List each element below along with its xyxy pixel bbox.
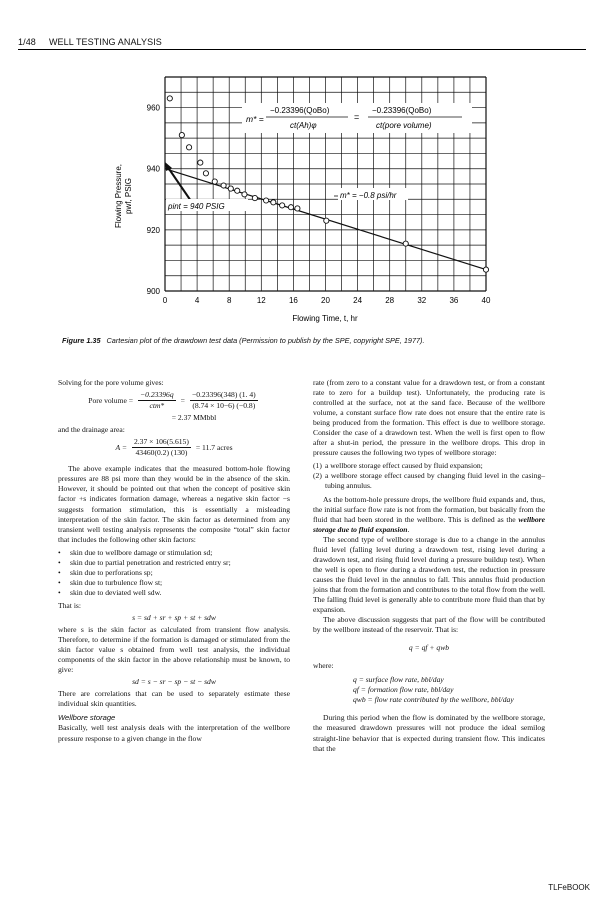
left-column [58, 378, 290, 744]
paragraph: Solving for the pore volume gives: [58, 378, 164, 387]
data-point [186, 145, 191, 150]
data-point [280, 203, 285, 208]
skin-factor-list [58, 548, 290, 598]
chapter-title: WELL TESTING ANALYSIS [48, 37, 162, 47]
data-point [235, 188, 240, 193]
paragraph: where: [313, 661, 334, 671]
paragraph: rate (from zero to a constant value for a drawdown test, or from a constant rate to zero for a buildup test). Unfortunately, the producing rate is controlled at the surface, not at the sand face. Because of the wellbore volume, a constant surface flow rate does not ensure that the entire rate is being produced from the formation. This effect is due to wellbore storage. Consider the case of a drawdown test. When the well is first open to flow after a shut-in period, the pressure in the wellbore drops. This drop in pressure causes the following two types of wellbore storage: [313, 378, 545, 458]
paragraph: There are correlations that can be used to separately estimate these individual skin quantities. [58, 689, 290, 709]
x-tick-label: 8 [226, 296, 232, 305]
x-axis-label: Flowing Time, t, hr [292, 314, 358, 323]
data-point [212, 179, 217, 184]
data-point [252, 195, 257, 200]
x-tick-label: 32 [417, 296, 427, 305]
flow-rate-equation: q = qf + qwb [408, 643, 450, 653]
pint-arrow [167, 166, 191, 201]
data-point [242, 192, 247, 197]
pore-volume-equation: Pore volume = $\frac{-0.23396q}{\text{ctm*}}$ = $\frac{-0.23396(348) (1. 4)}{(8.74 \times 10-6) (-0.8)}$ [88, 390, 256, 411]
data-point [203, 171, 208, 176]
drawdown-chart [0, 0, 604, 340]
data-point [324, 218, 329, 223]
definition: q = surface flow rate, bbl/day [353, 675, 444, 685]
slope-label: m* = −0.8 psi/hr [340, 191, 397, 200]
pint-label: pint = 940 PSIG [168, 202, 225, 211]
definitions [353, 675, 545, 705]
y-axis-label-line1: Flowing Pressure, [114, 163, 123, 229]
paragraph: The second type of wellbore storage is due to a change in the annulus fluid level (falling level during a drawdown test, rising level during a drawdown test, and rising fluid level during a pressure buildup test). When the well is open to flow during a drawdown test, the reduction in pressure causes the fluid level in the annulus to fall. This annulus fluid production joins that from the formation and contributes to the total flow from the well. The falling fluid level is generally able to contribute more fluid than that by expansion. [313, 534, 545, 615]
data-point [483, 267, 488, 272]
storage-type-list [313, 461, 545, 491]
list-item: • skin due to wellbore damage or stimulation sd; [58, 548, 290, 558]
figure-label: Figure 1.35 [62, 336, 101, 345]
m-star-lhs: m* = [246, 114, 264, 124]
skin-damage-equation: sd = s − sr − sp − st − sdw [132, 677, 216, 687]
m-star-den2: ct(pore volume) [376, 121, 432, 130]
footer-watermark: TLFeBOOK [548, 883, 590, 892]
paragraph: That is: [58, 600, 81, 610]
data-point [167, 96, 172, 101]
paragraph: During this period when the flow is dominated by the wellbore storage, the measured drawdown pressures will not produce the ideal semilog straight-line behavior that is expected during transient flow. This indicates that the [313, 713, 545, 753]
paragraph: where s is the skin factor as calculated from transient flow analysis. Therefore, to determine if the formation is damaged or stimulated from the skin factor value s obtained from well test analysis, the individual components of the skin factor in the above relationship must be known, to give: [58, 625, 290, 675]
x-tick-label: 20 [321, 296, 330, 305]
figure-caption-text: Cartesian plot of the drawdown test data (Permission to publish by the SPE, copyright SPE, 1977). [106, 336, 425, 345]
definition: qf = formation flow rate, bbl/day [353, 685, 454, 695]
m-star-num1: −0.23396(QoBo) [270, 106, 330, 115]
x-tick-label: 40 [481, 296, 491, 305]
data-point [198, 160, 203, 165]
skin-equation: s = sd + sr + sp + st + sdw [132, 612, 216, 622]
x-tick-label: 28 [385, 296, 395, 305]
x-tick-label: 24 [353, 296, 363, 305]
paragraph: and the drainage area: [58, 425, 125, 435]
list-item: • skin due to partial penetration and restricted entry sr; [58, 558, 290, 568]
y-tick-label: 900 [146, 287, 160, 296]
paragraph: Basically, well test analysis deals with the interpretation of the wellbore pressure response to a given change in the flow [58, 723, 290, 743]
data-point [288, 205, 293, 210]
x-tick-label: 36 [449, 296, 459, 305]
data-point [221, 183, 226, 188]
list-item: • skin due to perforations sp; [58, 568, 290, 578]
page-number: 1/48 [18, 37, 36, 47]
list-item: (1) a wellbore storage effect caused by fluid expansion; [313, 461, 483, 471]
y-axis-label-line2: pwf, PSIG [124, 177, 133, 215]
figure-caption [62, 336, 582, 345]
data-point [271, 200, 276, 205]
list-item: • skin due to turbulence flow st; [58, 578, 290, 588]
x-tick-label: 16 [288, 296, 298, 305]
y-tick-label: 960 [146, 103, 160, 113]
data-point [403, 241, 408, 246]
x-tick-label: 4 [194, 296, 200, 305]
area-equation: A = $\frac{2.37 \times 106(5.615)}{43460(0.2) (130)}$ = 11.7 acres [115, 437, 233, 458]
data-point [228, 186, 233, 191]
m-star-den1: ct(Ah)φ [290, 121, 317, 130]
data-point [264, 198, 269, 203]
y-tick-label: 920 [146, 225, 160, 235]
right-column [313, 378, 545, 754]
pint-arrowhead [165, 162, 172, 171]
list-item: • skin due to deviated well sdw. [58, 588, 290, 598]
m-star-eq: = [354, 112, 360, 122]
definition: qwb = flow rate contributed by the wellbore, bbl/day [353, 695, 514, 705]
data-point [179, 132, 184, 137]
paragraph: The above discussion suggests that part of the flow will be contributed by the wellbore instead of the reservoir. That is: [313, 615, 545, 635]
x-tick-label: 0 [162, 296, 168, 305]
pore-volume-result: = 2.37 MMbbl [171, 413, 217, 423]
m-star-num2: −0.23396(QoBo) [372, 106, 432, 115]
x-tick-label: 12 [256, 296, 266, 305]
section-heading: Wellbore storage [58, 713, 116, 723]
paragraph: The above example indicates that the measured bottom-hole flowing pressures are 88 psi more than they would be in the absence of the skin. However, it should be pointed out that when the concept of positive skin factor +s indicates formation damage, whereas a negative skin factor −s suggests formation stimulation, this is essentially a misleading interpretation of the skin factor. The skin factor as determined from any transient well testing analysis represents the composite “total” skin factor that includes the following other skin factors: [58, 464, 290, 544]
y-tick-label: 940 [146, 164, 160, 174]
data-point [295, 206, 300, 211]
paragraph: As the bottom-hole pressure drops, the wellbore fluid expands and, thus, the initial surface flow rate is not from the formation, but basically from the fluid that had been stored in the wellbore. This is defined as the wellbore storage due to fluid expansion. [313, 494, 545, 534]
list-item: (2) a wellbore storage effect caused by changing fluid level in the casing–tubing annulus. [313, 471, 545, 491]
